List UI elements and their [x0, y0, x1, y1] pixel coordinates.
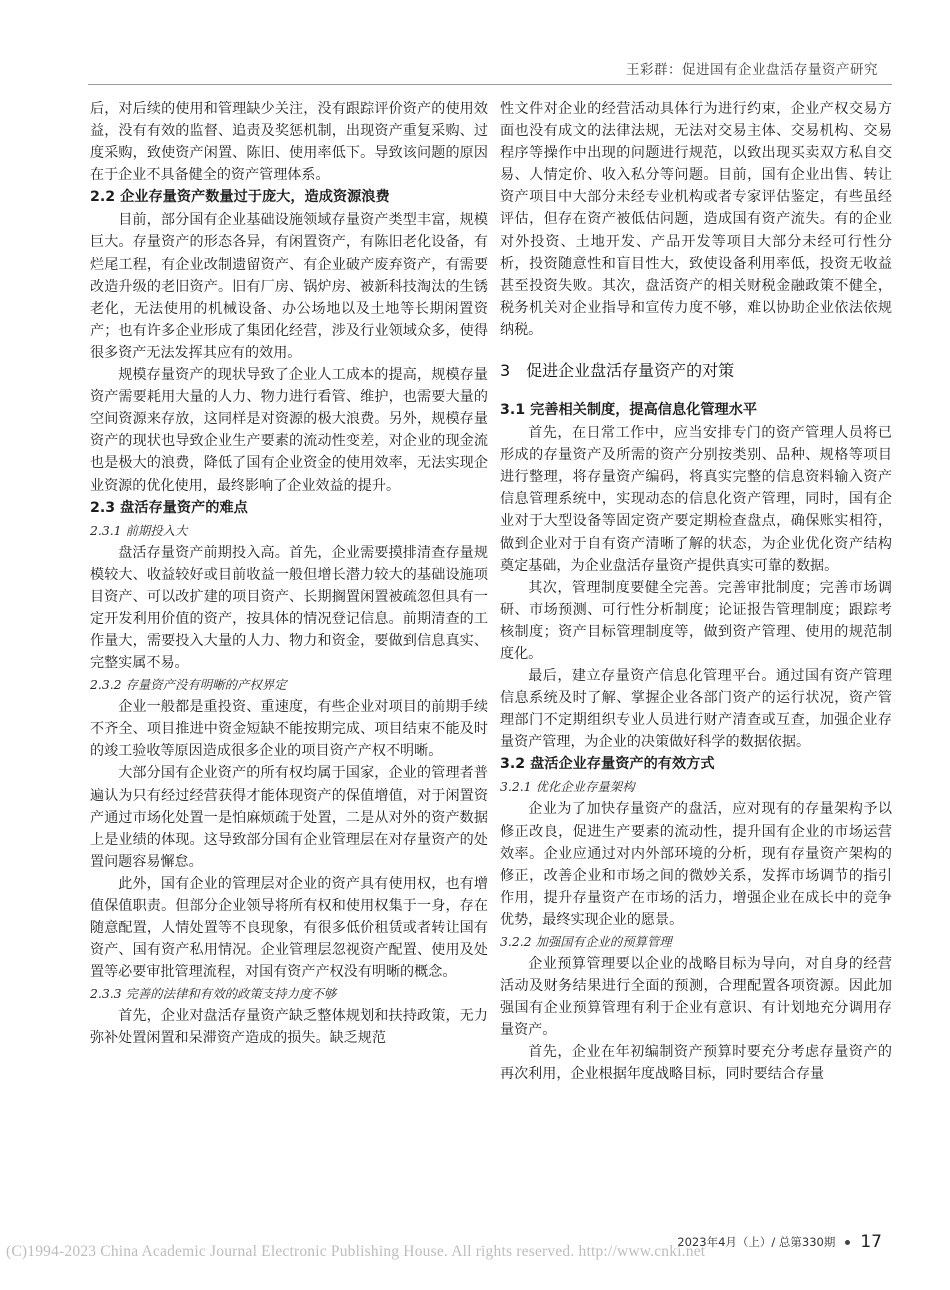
section-heading-2-2: 2.2 企业存量资产数量过于庞大，造成资源浪费 — [90, 189, 390, 206]
bullet-dot-icon — [845, 1240, 850, 1245]
issue-info: 2023年4月（上）/ 总第330期 — [677, 1235, 836, 1249]
paragraph: 盘活存量资产前期投入高。首先，企业需要摸排清查存量规模较大、收益较好或目前收益一般但增长潜力较大的基础设施项目资产、可以改扩建的项目资产、长期搁置闲置被疏忽但具有一定开发利用价值的资产，按具体的情况登记信息。前期清查的工作量大，需要投入大量的人力、物力和资金，要做到信息真实、完整实属不易。 — [90, 544, 488, 672]
paragraph: 首先，企业对盘活存量资产缺乏整体规划和扶持政策，无力弥补处置闲置和呆滞资产造成的损失。缺乏规范 — [90, 1008, 488, 1047]
subsection-heading-2-3-3: 2.3.3 完善的法律和有效的政策支持力度不够 — [90, 986, 337, 1002]
paragraph: 企业为了加快存量资产的盘活，应对现有的存量架构予以修正改良，促进生产要素的流动性，提升国有企业的市场运营效率。企业应通过对内外部环境的分析，现有存量资产架构的修正，改善企业和市场之间的微妙关系，发挥市场调节的指引作用，提升存量资产在市场的活力，增强企业在成长中的竞争优势，最终实现企业的愿景。 — [500, 801, 892, 928]
page-footer — [677, 1232, 882, 1252]
paragraph: 首先，企业在年初编制资产预算时要充分考虑存量资产的再次利用，企业根据年度战略目标，同时要结合存量 — [500, 1044, 892, 1083]
section-heading-2-3: 2.3 盘活存量资产的难点 — [90, 499, 248, 516]
paragraph: 后，对后续的使用和管理缺少关注，没有跟踪评价资产的使用效益，没有有效的监督、追责及奖惩机制，出现资产重复采购、过度采购，致使资产闲置、陈旧、使用率低下。导致该问题的原因在于企业不具备健全的资产管理体系。 — [90, 101, 488, 184]
section-heading-3-1: 3.1 完善相关制度，提高信息化管理水平 — [500, 402, 758, 419]
left-column — [90, 98, 488, 1050]
subsection-heading-2-3-2: 2.3.2 存量资产没有明晰的产权界定 — [90, 677, 287, 693]
subsection-heading-3-2-1: 3.2.1 优化企业存量架构 — [500, 779, 635, 795]
section-heading-3: 3 促进企业盘活存量资产的对策 — [500, 361, 735, 381]
copyright-watermark: (C)1994-2023 China Academic Journal Electronic Publishing House. All rights reserved. http://www.cnki.net — [6, 1243, 706, 1260]
paragraph: 最后，建立存量资产信息化管理平台。通过国有资产管理信息系统及时了解、掌握企业各部门资产的运行状况，资产管理部门不定期组织专业人员进行财产清查或互查，加强企业存量资产管理，为企业的决策做好科学的数据依据。 — [500, 668, 892, 751]
paragraph: 此外，国有企业的管理层对企业的资产具有使用权，也有增值保值职责。但部分企业领导将所有权和使用权集于一身，存在随意配置，人情处置等不良现象，有很多低价租赁或者转让国有资产、国有资产私用情况。企业管理层忽视资产配置、使用及处置等必要审批管理流程，对国有资产产权没有明晰的概念。 — [90, 875, 488, 981]
subsection-heading-3-2-2: 3.2.2 加强国有企业的预算管理 — [500, 934, 672, 949]
paragraph: 首先，在日常工作中，应当安排专门的资产管理人员将已形成的存量资产及所需的资产分别按类别、品种、规格等项目进行整理，将存量资产编码，将真实完整的信息资料输入资产信息管理系统中，实现动态的信息化资产管理，同时，国有企业对于大型设备等固定资产要定期检查盘点，确保账实相符，做到企业对于自有资产清晰了解的状态，为企业优化资产结构奠定基础，为企业盘活存量资产提供真实可靠的数据。 — [500, 425, 892, 574]
right-column — [500, 98, 892, 1086]
paragraph: 大部分国有企业资产的所有权均属于国家，企业的管理者普遍认为只有经过经营获得才能体现资产的保值增值，对于闲置资产通过市场化处置一是怕麻烦疏于处置，二是从对外的资产数据上是业绩的体现。这导致部分国有企业管理层在对存量资产的处置问题容易懈怠。 — [90, 765, 488, 870]
section-heading-3-2: 3.2 盘活企业存量资产的有效方式 — [500, 756, 715, 773]
paragraph: 性文件对企业的经营活动具体行为进行约束，企业产权交易方面也没有成文的法律法规，无法对交易主体、交易机构、交易程序等操作中出现的问题进行规范，以致出现买卖双方私自交易、人情定价、收入私分等问题。目前，国有企业出售、转让资产项目中大部分未经专业机构或者专家评估鉴定，有些虽经评估，但存在资产被低估问题，造成国有资产流失。有的企业对外投资、土地开发、产品开发等项目大部分未经可行性分析，投资随意性和盲目性大，致使设备利用率低，投资无收益甚至投资失败。其次，盘活资产的相关财税金融政策不健全，税务机关对企业指导和宣传力度不够，难以协助企业依法依规纳税。 — [500, 101, 892, 338]
running-header: 王彩群：促进国有企业盘活存量资产研究 — [626, 62, 878, 78]
header-rule — [88, 84, 892, 85]
paragraph: 其次，管理制度要健全完善。完善审批制度；完善市场调研、市场预测、可行性分析制度；论证报告管理制度；跟踪考核制度；资产目标管理制度等，做到资产管理、使用的规范制度化。 — [500, 579, 892, 662]
subsection-heading-2-3-1: 2.3.1 前期投入大 — [90, 522, 188, 538]
paragraph: 目前，部分国有企业基础设施领域存量资产类型丰富，规模巨大。存量资产的形态各异，有闲置资产，有陈旧老化设备，有烂尾工程，有企业改制遗留资产、有企业破产废弃资产，有需要改造升级的老旧资产。旧有厂房、锅炉房、被新科技淘汰的生锈老化，无法使用的机械设备、办公场地以及土地等长期闲置资产；也有许多企业形成了集团化经营，涉及行业领域众多，使得很多资产无法发挥其应有的效用。 — [90, 212, 488, 361]
paragraph: 企业预算管理要以企业的战略目标为导向，对自身的经营活动及财务结果进行全面的预测，合理配置各项资源。因此加强国有企业预算管理有利于企业有意识、有计划地充分调用存量资产。 — [500, 956, 892, 1039]
paragraph: 企业一般都是重投资、重速度，有些企业对项目的前期手续不齐全、项目推进中资金短缺不能按期完成、项目结束不能及时的竣工验收等原因造成很多企业的项目资产产权不明晰。 — [90, 699, 488, 760]
paragraph: 规模存量资产的现状导致了企业人工成本的提高，规模存量资产需要耗用大量的人力、物力进行看管、维护，也需要大量的空间资源来存放，这同样是对资源的极大浪费。另外，规模存量资产的现状也导致企业生产要素的流动性变差，对企业的现金流也是极大的浪费，降低了国有企业资金的使用效率，无法实现企业资源的优化使用，最终影响了企业效益的提升。 — [90, 367, 488, 494]
page-number: 17 — [860, 1232, 882, 1252]
